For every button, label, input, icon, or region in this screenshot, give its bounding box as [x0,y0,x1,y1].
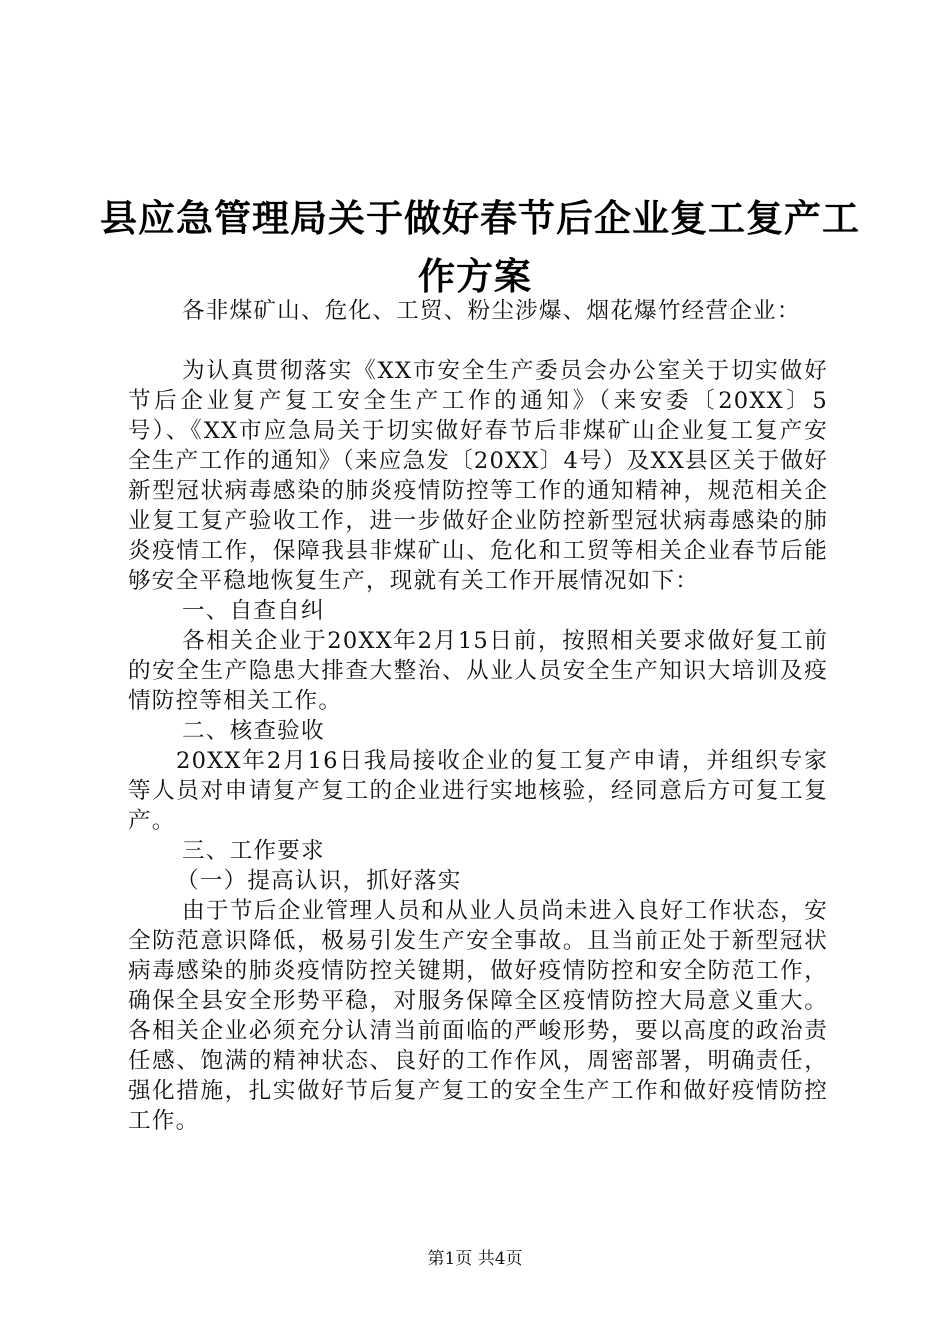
page-footer: 第1页 共4页 [427,1249,523,1269]
document-title-line-2: 作方案 [418,255,532,298]
subsection-heading-1: （一）提高认识，抓好落实 [176,868,462,894]
document-body [128,296,828,1136]
subsection-paragraph-1: 由于节后企业管理人员和从业人员尚未进入良好工作状态，安全防范意识降低，极易引发生产安全事故。且当前正处于新型冠状病毒感染的肺炎疫情防控关键期，做好疫情防控和安全防范工作，确保全县安全形势平稳，对服务保障全区疫情防控大局意义重大。各相关企业必须充分认清当前面临的严峻形势，要以高度的政治责任感、饱满的精神状态、良好的工作作风，周密部署，明确责任，强化措施，扎实做好节后复产复工的安全生产工作和做好疫情防控工作。 [128,898,828,1134]
section-heading-2: 二、核查验收 [182,718,325,744]
intro-paragraph: 为认真贯彻落实《XX市安全生产委员会办公室关于切实做好节后企业复产复工安全生产工作的通知》（来安委〔20XX〕5号）、《XX市应急局关于切实做好春节后非煤矿山企业复工复产安全生产工作的通知》（来应急发〔20XX〕4号）及XX县区关于做好新型冠状病毒感染的肺炎疫情防控等工作的通知精神，规范相关企业复工复产验收工作，进一步做好企业防控新型冠状病毒感染的肺炎疫情工作，保障我县非煤矿山、危化和工贸等相关企业春节后能够安全平稳地恢复生产，现就有关工作开展情况如下： [128,358,828,594]
section-paragraph-2: 20XX年2月16日我局接收企业的复工复产申请，并组织专家等人员对申请复产复工的企业进行实地核验，经同意后方可复工复产。 [128,748,828,834]
section-heading-1: 一、自查自纠 [182,598,325,624]
salutation: 各非煤矿山、危化、工贸、粉尘涉爆、烟花爆竹经营企业： [182,298,801,324]
document-title-line-1: 县应急管理局关于做好春节后企业复工复产工 [100,197,860,240]
section-paragraph-1: 各相关企业于20XX年2月15日前，按照相关要求做好复工前的安全生产隐患大排查大整治、从业人员安全生产知识大培训及疫情防控等相关工作。 [128,628,828,714]
section-heading-3: 三、工作要求 [182,838,325,864]
